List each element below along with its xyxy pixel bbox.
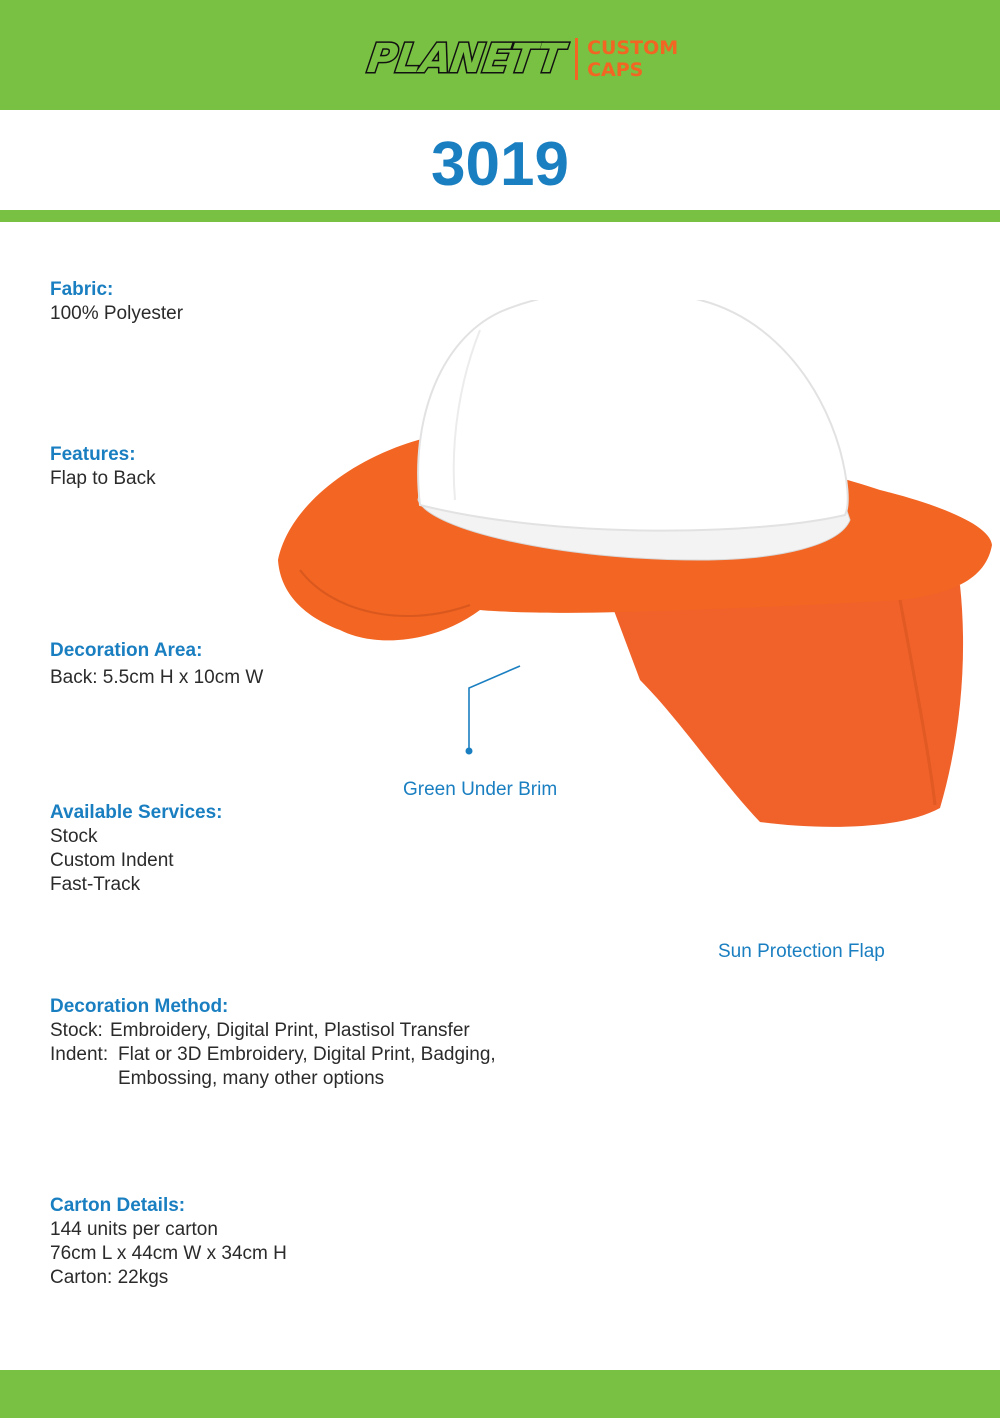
method-indent-value	[118, 1043, 496, 1091]
helmet-shape	[418, 300, 848, 531]
method-indent-row	[50, 1043, 496, 1091]
method-indent-line: Flat or 3D Embroidery, Digital Print, Badging,	[118, 1044, 496, 1065]
brand-logo	[364, 34, 679, 84]
header-band	[0, 0, 1000, 110]
brand-sub-line2: CAPS	[587, 59, 644, 81]
callout-sun-flap: Sun Protection Flap	[718, 941, 885, 962]
spec-title: Decoration Area:	[50, 640, 203, 661]
carton-line: 144 units per carton	[50, 1219, 218, 1240]
brand-sub-line1: CUSTOM	[587, 37, 679, 59]
method-stock-row	[50, 1019, 496, 1043]
method-stock-value: Embroidery, Digital Print, Plastisol Transfer	[110, 1020, 470, 1041]
callout-under-brim: Green Under Brim	[403, 779, 558, 800]
footer-band	[0, 1370, 1000, 1418]
spec-title: Carton Details:	[50, 1195, 186, 1216]
carton-line: Carton: 22kgs	[50, 1267, 169, 1288]
spec-title: Available Services:	[50, 802, 223, 823]
spec-value: Flap to Back	[50, 468, 156, 489]
spec-value: 100% Polyester	[50, 303, 184, 324]
service-item: Fast-Track	[50, 874, 141, 895]
spec-decoration-method	[50, 995, 496, 1091]
service-item: Stock	[50, 826, 98, 847]
service-item: Custom Indent	[50, 850, 174, 871]
method-stock-label: Stock:	[50, 1020, 103, 1041]
hard-hat-illustration	[270, 300, 1000, 840]
spec-carton-details	[50, 1194, 287, 1290]
carton-line: 76cm L x 44cm W x 34cm H	[50, 1243, 287, 1264]
method-indent-line: Embossing, many other options	[118, 1068, 385, 1089]
title-divider	[0, 210, 1000, 222]
spec-fabric	[50, 278, 183, 326]
sun-flap-shape	[610, 585, 963, 827]
brand-subtitle	[587, 37, 678, 81]
spec-available-services	[50, 801, 223, 897]
spec-decoration-area	[50, 639, 263, 690]
product-code: 3019	[431, 130, 569, 199]
method-indent-label: Indent:	[50, 1044, 109, 1065]
spec-features	[50, 443, 156, 491]
spec-title: Features:	[50, 444, 136, 465]
logo-divider	[575, 38, 578, 80]
spec-title: Decoration Method:	[50, 996, 229, 1017]
spec-value: Back: 5.5cm H x 10cm W	[50, 667, 264, 688]
brand-name: PLANETT	[364, 36, 567, 82]
spec-title: Fabric:	[50, 279, 114, 300]
